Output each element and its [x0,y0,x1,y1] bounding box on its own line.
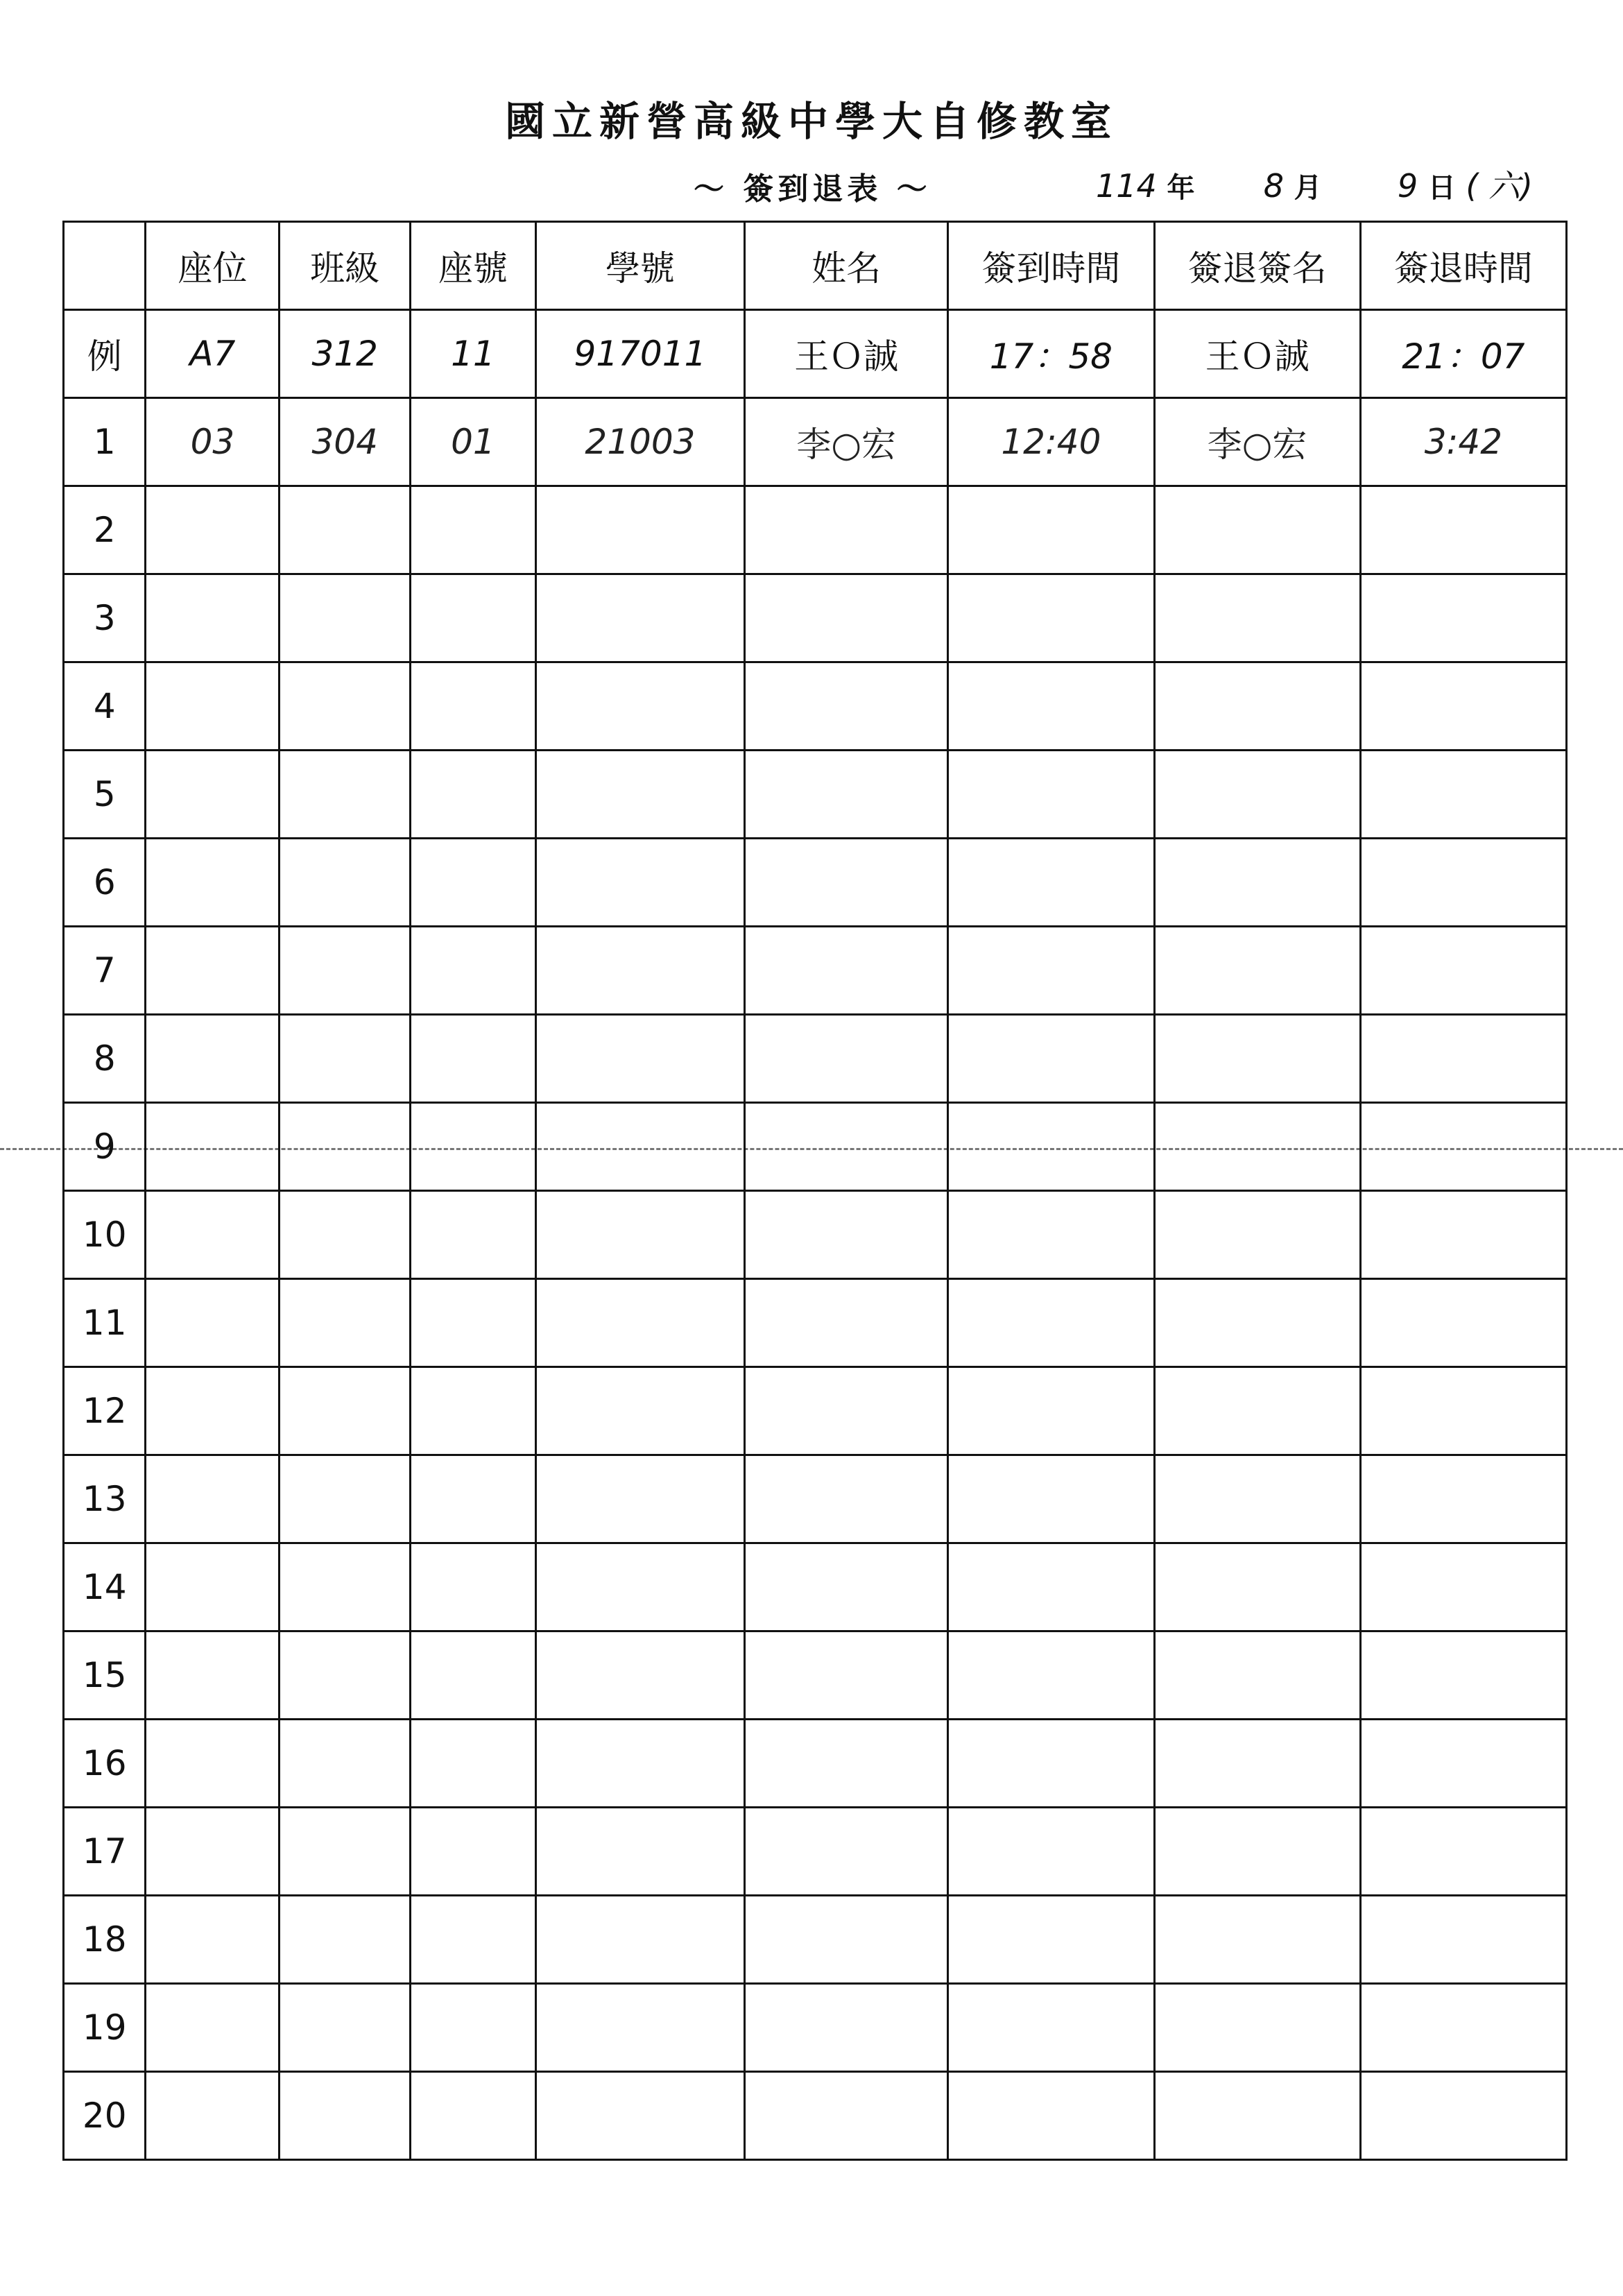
name-cell[interactable] [745,574,948,662]
name-cell[interactable] [745,1631,948,1720]
form-title: 國立新營高級中學大自修教室 [504,98,1118,145]
seat-cell[interactable]: 03 [146,398,280,486]
seat-cell[interactable] [146,1631,280,1720]
sign-in-time-cell[interactable] [948,574,1154,662]
class-cell[interactable] [280,1808,411,1896]
table-row [64,1103,1567,1191]
seat-cell[interactable] [146,1103,280,1191]
header-name: 姓名 [745,222,948,310]
example-seat-number: 11 [411,310,536,398]
sign-out-time-cell[interactable] [1360,927,1566,1015]
sign-out-signature-cell[interactable]: 李○宏 [1154,398,1360,486]
seat-number-cell[interactable] [411,1720,536,1808]
name-cell[interactable] [745,1720,948,1808]
name-cell[interactable] [745,751,948,839]
table-row [64,574,1567,662]
row-number: 12 [64,1367,146,1455]
header-row [64,222,1567,310]
seat-number-cell[interactable] [411,1543,536,1631]
sign-out-time-cell[interactable] [1360,1015,1566,1103]
sign-out-time-cell[interactable] [1360,1279,1566,1367]
student-id-cell[interactable] [535,1015,744,1103]
header-index [64,222,146,310]
seat-number-cell[interactable] [411,1015,536,1103]
student-id-cell[interactable] [535,1631,744,1720]
seat-number-cell[interactable] [411,662,536,751]
header-class: 班級 [280,222,411,310]
student-id-cell[interactable] [535,574,744,662]
class-cell[interactable] [280,2072,411,2160]
seat-number-cell[interactable] [411,751,536,839]
class-cell[interactable] [280,1279,411,1367]
sign-out-time-cell[interactable] [1360,1984,1566,2072]
sign-out-signature-cell[interactable] [1154,1455,1360,1543]
table-row [64,1015,1567,1103]
row-number: 9 [64,1103,146,1191]
seat-cell[interactable] [146,1984,280,2072]
row-number: 10 [64,1191,146,1279]
seat-cell[interactable] [146,839,280,927]
sign-out-time-cell[interactable] [1360,839,1566,927]
class-cell[interactable] [280,1455,411,1543]
sign-out-signature-cell[interactable] [1154,1720,1360,1808]
seat-cell[interactable] [146,1543,280,1631]
table-row [64,927,1567,1015]
name-cell[interactable] [745,2072,948,2160]
sign-out-time-cell[interactable] [1360,1103,1566,1191]
student-id-cell[interactable] [535,927,744,1015]
sign-in-time-cell[interactable] [948,1455,1154,1543]
table-row [64,1631,1567,1720]
row-number: 5 [64,751,146,839]
seat-number-cell[interactable] [411,1191,536,1279]
sign-out-signature-cell[interactable] [1154,1631,1360,1720]
seat-number-cell[interactable] [411,1279,536,1367]
table-row [64,1279,1567,1367]
student-id-cell[interactable] [535,486,744,574]
student-id-cell[interactable] [535,662,744,751]
table-row [64,1367,1567,1455]
seat-cell[interactable] [146,1455,280,1543]
row-number: 15 [64,1631,146,1720]
seat-number-cell[interactable] [411,927,536,1015]
student-id-cell[interactable] [535,1720,744,1808]
year-label: 年 [1167,171,1195,204]
sign-out-time-cell[interactable] [1360,2072,1566,2160]
row-number: 14 [64,1543,146,1631]
header-seat: 座位 [146,222,280,310]
class-cell[interactable] [280,1984,411,2072]
table-row [64,1896,1567,1984]
table-row [64,1984,1567,2072]
sign-out-time-cell[interactable] [1360,1720,1566,1808]
name-cell[interactable] [745,839,948,927]
header-sign-in-time: 簽到時間 [948,222,1154,310]
form-subtitle: ～ 簽到退表 ～ [694,171,931,207]
example-class: 312 [280,310,411,398]
class-cell[interactable] [280,1720,411,1808]
sign-in-time-cell[interactable] [948,1808,1154,1896]
row-number: 3 [64,574,146,662]
class-cell[interactable] [280,751,411,839]
sign-out-time-cell[interactable] [1360,1896,1566,1984]
class-cell[interactable] [280,1543,411,1631]
sign-in-time-cell[interactable] [948,751,1154,839]
table-row [64,486,1567,574]
sign-out-time-cell[interactable] [1360,1808,1566,1896]
example-sign-out-signature: 王Ｏ誠 [1154,310,1360,398]
table-row [64,1543,1567,1631]
sign-in-time-cell[interactable] [948,1984,1154,2072]
name-cell[interactable] [745,1543,948,1631]
student-id-cell[interactable]: 21003 [535,398,744,486]
sign-in-table [62,221,1568,2161]
weekday-value: ( 六) [1466,167,1533,205]
sign-out-time-cell[interactable] [1360,486,1566,574]
seat-number-cell[interactable] [411,1103,536,1191]
sign-in-time-cell[interactable] [948,1191,1154,1279]
header-sign-out-signature: 簽退簽名 [1154,222,1360,310]
class-cell[interactable] [280,839,411,927]
sign-in-time-cell[interactable] [948,662,1154,751]
sign-out-signature-cell[interactable] [1154,1015,1360,1103]
seat-cell[interactable] [146,1720,280,1808]
sign-out-signature-cell[interactable] [1154,1367,1360,1455]
seat-cell[interactable] [146,1191,280,1279]
example-sign-in-time: 17：58 [948,310,1154,398]
day-value: 9 [1397,167,1418,205]
class-cell[interactable] [280,927,411,1015]
sign-out-signature-cell[interactable] [1154,751,1360,839]
sign-out-signature-cell[interactable] [1154,1808,1360,1896]
sign-out-signature-cell[interactable] [1154,1896,1360,1984]
row-number: 16 [64,1720,146,1808]
row-number: 11 [64,1279,146,1367]
student-id-cell[interactable] [535,1279,744,1367]
sign-out-signature-cell[interactable] [1154,839,1360,927]
student-id-cell[interactable] [535,1455,744,1543]
table-row [64,2072,1567,2160]
sign-out-signature-cell[interactable] [1154,2072,1360,2160]
name-cell[interactable] [745,1015,948,1103]
name-cell[interactable] [745,1455,948,1543]
sign-out-time-cell[interactable] [1360,1367,1566,1455]
name-cell[interactable] [745,1808,948,1896]
student-id-cell[interactable] [535,2072,744,2160]
sign-out-time-cell[interactable] [1360,1543,1566,1631]
name-cell[interactable] [745,1896,948,1984]
date-line [1096,161,1533,207]
month-value: 8 [1263,167,1284,205]
seat-cell[interactable] [146,486,280,574]
class-cell[interactable] [280,1896,411,1984]
sign-in-time-cell[interactable] [948,1543,1154,1631]
header-sign-out-time: 簽退時間 [1360,222,1566,310]
table-row [64,662,1567,751]
sign-out-signature-cell[interactable] [1154,1984,1360,2072]
student-id-cell[interactable] [535,1896,744,1984]
student-id-cell[interactable] [535,751,744,839]
class-cell[interactable] [280,486,411,574]
class-cell[interactable] [280,662,411,751]
sign-out-signature-cell[interactable] [1154,486,1360,574]
month-label: 月 [1294,171,1322,204]
sign-out-time-cell[interactable] [1360,751,1566,839]
seat-number-cell[interactable] [411,574,536,662]
seat-cell[interactable] [146,2072,280,2160]
row-number: 17 [64,1808,146,1896]
class-cell[interactable] [280,1103,411,1191]
table-row [64,1455,1567,1543]
sign-out-signature-cell[interactable] [1154,1103,1360,1191]
class-cell[interactable] [280,574,411,662]
seat-cell[interactable] [146,1279,280,1367]
student-id-cell[interactable] [535,839,744,927]
sign-in-time-cell[interactable] [948,927,1154,1015]
name-cell[interactable] [745,1367,948,1455]
seat-number-cell[interactable] [411,2072,536,2160]
student-id-cell[interactable] [535,1103,744,1191]
sign-out-time-cell[interactable]: 3:42 [1360,398,1566,486]
table-row [64,751,1567,839]
student-id-cell[interactable] [535,1543,744,1631]
seat-number-cell[interactable] [411,1984,536,2072]
sign-out-signature-cell[interactable] [1154,662,1360,751]
seat-number-cell[interactable] [411,486,536,574]
name-cell[interactable]: 李○宏 [745,398,948,486]
seat-cell[interactable] [146,1808,280,1896]
seat-number-cell[interactable] [411,1808,536,1896]
seat-cell[interactable] [146,751,280,839]
name-cell[interactable] [745,1279,948,1367]
class-cell[interactable] [280,1367,411,1455]
table-row [64,1191,1567,1279]
table-row [64,1720,1567,1808]
row-number: 1 [64,398,146,486]
name-cell[interactable] [745,1984,948,2072]
table-row [64,398,1567,486]
seat-number-cell[interactable] [411,1455,536,1543]
seat-cell[interactable] [146,1896,280,1984]
sign-out-time-cell[interactable] [1360,1191,1566,1279]
sign-in-time-cell[interactable]: 12:40 [948,398,1154,486]
sign-in-time-cell[interactable] [948,1015,1154,1103]
sign-out-signature-cell[interactable] [1154,927,1360,1015]
row-number: 7 [64,927,146,1015]
seat-cell[interactable] [146,927,280,1015]
sign-in-time-cell[interactable] [948,1896,1154,1984]
student-id-cell[interactable] [535,1367,744,1455]
sign-out-signature-cell[interactable] [1154,1279,1360,1367]
row-number: 20 [64,2072,146,2160]
name-cell[interactable] [745,1103,948,1191]
name-cell[interactable] [745,927,948,1015]
sign-out-signature-cell[interactable] [1154,574,1360,662]
row-number: 2 [64,486,146,574]
sign-in-time-cell[interactable] [948,1631,1154,1720]
class-cell[interactable] [280,1631,411,1720]
table-row [64,839,1567,927]
row-number: 18 [64,1896,146,1984]
seat-cell[interactable] [146,1367,280,1455]
row-number: 13 [64,1455,146,1543]
name-cell[interactable] [745,1191,948,1279]
header-seat-number: 座號 [411,222,536,310]
day-label: 日 [1427,171,1456,204]
sign-out-time-cell[interactable] [1360,1455,1566,1543]
example-sign-out-time: 21：07 [1360,310,1566,398]
seat-number-cell[interactable] [411,839,536,927]
row-number: 6 [64,839,146,927]
student-id-cell[interactable] [535,1808,744,1896]
example-name: 王Ｏ誠 [745,310,948,398]
sign-out-signature-cell[interactable] [1154,1543,1360,1631]
sign-in-time-cell[interactable] [948,1720,1154,1808]
seat-number-cell[interactable] [411,1631,536,1720]
name-cell[interactable] [745,662,948,751]
year-value: 114 [1096,167,1157,205]
sign-out-time-cell[interactable] [1360,574,1566,662]
sign-in-time-cell[interactable] [948,839,1154,927]
student-id-cell[interactable] [535,1984,744,2072]
header-student-id: 學號 [535,222,744,310]
seat-number-cell[interactable] [411,1367,536,1455]
sign-in-time-cell[interactable] [948,1103,1154,1191]
sign-out-time-cell[interactable] [1360,662,1566,751]
table-row [64,1808,1567,1896]
seat-cell[interactable] [146,1015,280,1103]
row-number: 19 [64,1984,146,2072]
class-cell[interactable] [280,1191,411,1279]
seat-cell[interactable] [146,662,280,751]
sign-in-time-cell[interactable] [948,1367,1154,1455]
seat-number-cell[interactable] [411,1896,536,1984]
example-seat: A7 [146,310,280,398]
row-number: 4 [64,662,146,751]
sign-out-signature-cell[interactable] [1154,1191,1360,1279]
seat-number-cell[interactable]: 01 [411,398,536,486]
sign-out-time-cell[interactable] [1360,1631,1566,1720]
sign-in-time-cell[interactable] [948,1279,1154,1367]
seat-cell[interactable] [146,574,280,662]
example-student-id: 917011 [535,310,744,398]
example-row [64,310,1567,398]
row-number: 8 [64,1015,146,1103]
example-label: 例 [64,310,146,398]
sign-in-time-cell[interactable] [948,486,1154,574]
name-cell[interactable] [745,486,948,574]
student-id-cell[interactable] [535,1191,744,1279]
class-cell[interactable]: 304 [280,398,411,486]
class-cell[interactable] [280,1015,411,1103]
sign-in-time-cell[interactable] [948,2072,1154,2160]
